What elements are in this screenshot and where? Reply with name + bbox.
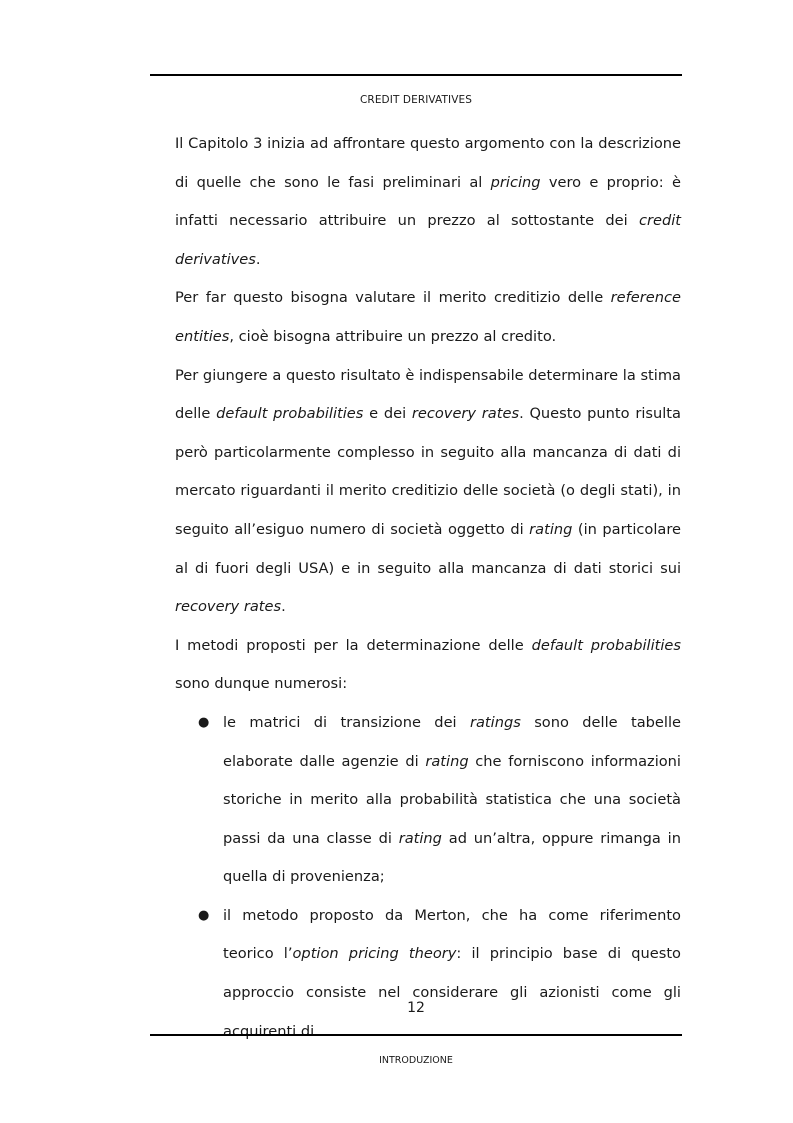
page-body xyxy=(175,125,681,1051)
paragraph-methods xyxy=(175,627,681,704)
italic-term: reference entities xyxy=(175,289,681,345)
header-rule xyxy=(150,74,682,76)
text-run: sono delle tabelle elaborate dalle agenzie di xyxy=(223,713,681,770)
bullet-icon: ● xyxy=(198,907,210,923)
text-run: le matrici di transizione dei xyxy=(223,713,470,731)
text-run: . xyxy=(281,598,286,616)
running-footer: INTRODUZIONE xyxy=(379,1055,453,1066)
list-item xyxy=(175,897,681,1051)
italic-term: option pricing theory xyxy=(292,945,457,963)
text-run: ad un’altra, oppure rimanga in quella di provenienza; xyxy=(223,829,681,886)
text-run: sono dunque numerosi: xyxy=(175,675,348,693)
footer-rule xyxy=(150,1034,682,1036)
italic-term: rating xyxy=(425,752,469,770)
text-run: (in particolare al di fuori degli USA) e in seguito alla mancanza di dati storici sui xyxy=(175,520,682,577)
italic-term: rating xyxy=(529,520,573,538)
paragraph-intro xyxy=(175,125,681,279)
running-header: CREDIT DERIVATIVES xyxy=(360,94,472,106)
page-number: 12 xyxy=(407,1000,425,1016)
text-run: vero e proprio: è infatti necessario attribuire un prezzo al sottostante dei xyxy=(175,173,681,230)
list-item xyxy=(175,704,681,897)
text-run: Il Capitolo 3 inizia ad affrontare questo argomento con la descrizione di quelle che sono le fasi preliminari al xyxy=(175,135,681,191)
text-run: , cioè bisogna attribuire un prezzo al credito. xyxy=(229,327,557,345)
text-run: Per far questo bisogna valutare il merito creditizio delle xyxy=(175,289,611,307)
italic-term: recovery rates xyxy=(411,405,520,423)
text-run: che forniscono informazioni storiche in merito alla probabilità statistica che una società passi da una classe di xyxy=(223,752,681,847)
text-run: I metodi proposti per la determinazione delle xyxy=(175,636,532,654)
text-run: . Questo punto risulta però particolarmente complesso in seguito alla mancanza di dati di mercato riguardanti il merito creditizio delle società (o degli stati), in seguito all’esiguo numero di società oggetto di xyxy=(175,405,681,538)
italic-term: default probabilities xyxy=(216,405,364,423)
bullet-icon: ● xyxy=(198,714,210,730)
paragraph-merit xyxy=(175,279,681,356)
text-run: e dei xyxy=(363,405,412,423)
italic-term: ratings xyxy=(469,713,521,731)
paragraph-estimation xyxy=(175,357,681,627)
italic-term: default probabilities xyxy=(531,636,681,654)
italic-term: pricing xyxy=(490,173,541,191)
text-run: il metodo proposto da Merton, che ha come riferimento teorico l’ xyxy=(223,906,681,963)
text-run: : il principio base di questo approccio consiste nel considerare gli azionisti come gli acquirenti di xyxy=(223,945,681,1040)
text-run: Per giungere a questo risultato è indispensabile determinare la stima delle xyxy=(175,366,681,423)
italic-term: credit derivatives xyxy=(175,212,681,268)
text-run: . xyxy=(255,250,261,268)
italic-term: rating xyxy=(398,829,442,847)
italic-term: recovery rates xyxy=(175,598,282,616)
